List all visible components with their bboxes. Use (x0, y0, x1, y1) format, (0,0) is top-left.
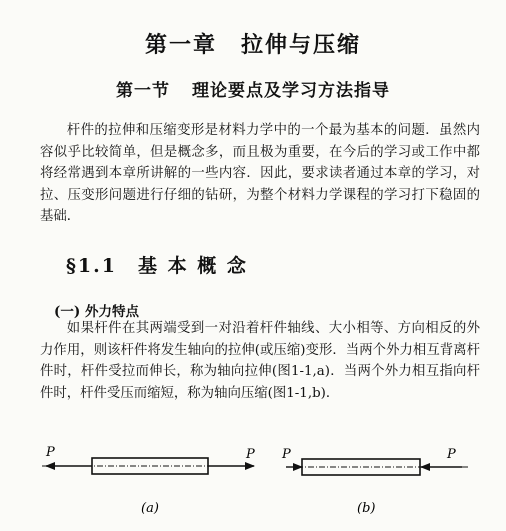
force-label-a-right: P (246, 447, 255, 462)
section-title: 理论要点及学习方法指导 (192, 81, 390, 101)
force-label-a-left: P (46, 445, 55, 460)
part-heading: (一) 外力特点 (54, 304, 139, 320)
body-paragraph: 如果杆件在其两端受到一对沿着杆件轴线、大小相等、方向相反的外力作用，则该杆件将发生轴向的拉伸(或压缩)变形．当两个外力相互背离杆件时，杆件受拉而伸长，称为轴向拉伸(图1-1,a)．当两个外力相互指向杆件时，杆件受压而缩短，称为轴向压缩(图1-1,b)． (40, 321, 480, 401)
section-heading (0, 76, 506, 101)
figure-b-compression (281, 447, 468, 516)
force-label-b-left: P (282, 447, 291, 462)
figure-a-tension (42, 445, 255, 516)
subsection-heading: §1.1 基 本 概 念 (66, 255, 248, 277)
force-label-b-right: P (447, 447, 456, 462)
chapter-title: 第一章 拉伸与压缩 (144, 32, 361, 58)
section-number: 第一节 (116, 81, 170, 101)
figure-1-1 (0, 440, 506, 531)
intro-paragraph: 杆件的拉伸和压缩变形是材料力学中的一个最为基本的问题．虽然内容似乎比较简单，但是概念多，而且极为重要，在今后的学习或工作中都将经常遇到本章所讲解的一些内容．因此，要求读者通过本章的学习，对拉、压变形问题进行仔细的钻研，为整个材料力学课程的学习打下稳固的基础． (40, 123, 480, 224)
caption-b: (b) (357, 501, 376, 516)
caption-a: (a) (141, 501, 159, 516)
